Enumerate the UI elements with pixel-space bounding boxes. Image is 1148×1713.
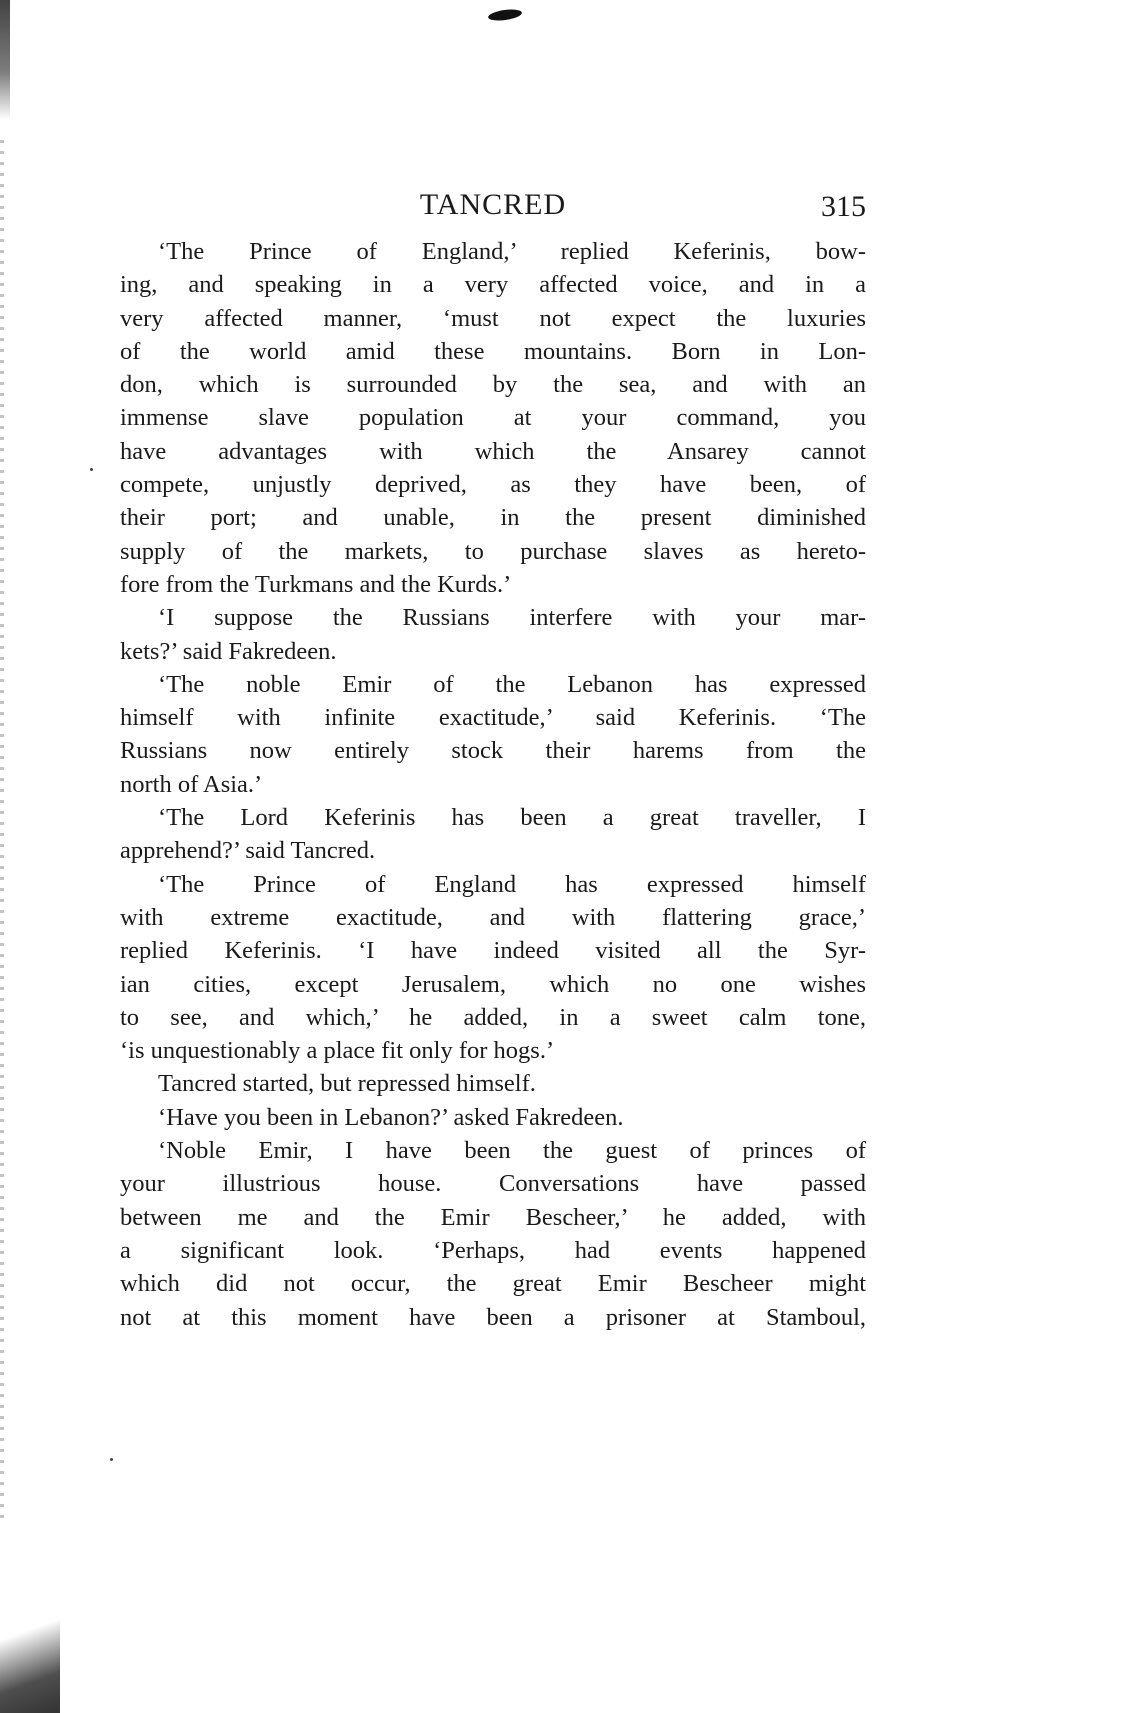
text-line: not at this moment have been a prisoner at Stamboul,: [120, 1303, 866, 1331]
text-line: ing, and speaking in a very affected voice, and in a: [120, 271, 866, 299]
text-line: of the world amid these mountains. Born in Lon-: [120, 337, 866, 365]
text-line: ‘is unquestionably a place fit only for hogs.’: [120, 1037, 555, 1065]
body-text: [120, 235, 866, 1334]
running-head: [120, 188, 866, 228]
text-line: their port; and unable, in the present diminished: [120, 504, 866, 532]
ink-smudge: [487, 8, 522, 23]
text-line: ‘The Lord Keferinis has been a great traveller, I: [158, 804, 866, 832]
text-line: which did not occur, the great Emir Bescheer might: [120, 1270, 866, 1298]
text-line: supply of the markets, to purchase slaves as hereto-: [120, 537, 866, 565]
text-line: Tancred started, but repressed himself.: [158, 1070, 536, 1098]
text-line: north of Asia.’: [120, 770, 263, 798]
margin-mark: [90, 468, 93, 471]
margin-mark: [110, 1458, 113, 1461]
scan-corner-shadow: [0, 1600, 60, 1713]
text-line: your illustrious house. Conversations have passed: [120, 1170, 866, 1198]
text-line: immense slave population at your command, you: [120, 404, 866, 432]
text-line: kets?’ said Fakredeen.: [120, 637, 337, 665]
text-line: ‘Noble Emir, I have been the guest of princes of: [158, 1137, 866, 1165]
page-number: 315: [821, 190, 866, 223]
text-line: ‘I suppose the Russians interfere with your mar-: [158, 604, 866, 632]
text-line: apprehend?’ said Tancred.: [120, 837, 376, 865]
text-line: ‘Have you been in Lebanon?’ asked Fakredeen.: [158, 1103, 624, 1131]
text-line: to see, and which,’ he added, in a sweet calm tone,: [120, 1003, 866, 1031]
scan-edge-shadow: [0, 0, 10, 120]
text-line: ‘The Prince of England has expressed himself: [158, 870, 866, 898]
text-line: himself with infinite exactitude,’ said Keferinis. ‘The: [120, 704, 866, 732]
text-line: don, which is surrounded by the sea, and with an: [120, 371, 866, 399]
text-line: with extreme exactitude, and with flattering grace,’: [120, 903, 866, 931]
text-line: a significant look. ‘Perhaps, had events happened: [120, 1236, 866, 1264]
scan-edge-speckle: [0, 140, 4, 1520]
text-line: Russians now entirely stock their harems from the: [120, 737, 866, 765]
text-line: ‘The Prince of England,’ replied Keferinis, bow-: [158, 238, 866, 265]
text-line: ‘The noble Emir of the Lebanon has expressed: [158, 670, 866, 698]
text-line: very affected manner, ‘must not expect the luxuries: [120, 304, 866, 332]
text-line: compete, unjustly deprived, as they have been, of: [120, 471, 866, 499]
text-line: fore from the Turkmans and the Kurds.’: [120, 570, 512, 598]
text-line: ian cities, except Jerusalem, which no one wishes: [120, 970, 866, 998]
running-title: TANCRED: [419, 188, 567, 221]
text-line: have advantages with which the Ansarey cannot: [120, 437, 866, 465]
text-line: replied Keferinis. ‘I have indeed visited all the Syr-: [120, 937, 866, 965]
text-line: between me and the Emir Bescheer,’ he added, with: [120, 1203, 866, 1231]
